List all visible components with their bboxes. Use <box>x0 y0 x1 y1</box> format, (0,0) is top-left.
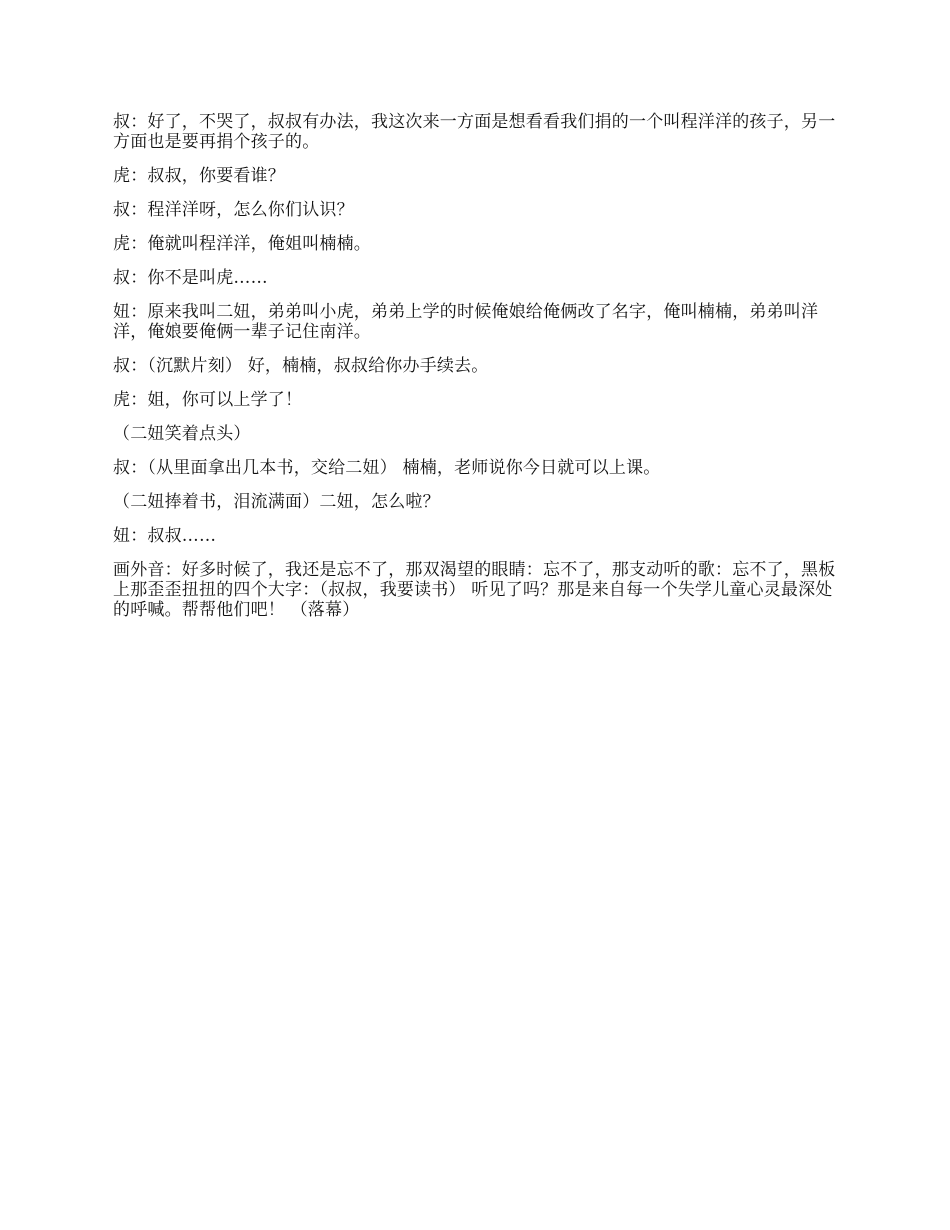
paragraph-1: 叔：好了，不哭了，叔叔有办法，我这次来一方面是想看看我们捐的一个叫程洋洋的孩子，另一方面也是要再捐个孩子的。 <box>113 112 836 152</box>
paragraph-4: 虎：俺就叫程洋洋，俺姐叫楠楠。 <box>113 234 371 254</box>
document-body <box>113 112 843 634</box>
paragraph-5: 叔：你不是叫虎…… <box>113 268 268 288</box>
paragraph-7: 叔：（沉默片刻） 好，楠楠，叔叔给你办手续去。 <box>113 356 489 376</box>
paragraph-8: 虎：姐，你可以上学了！ <box>113 390 303 410</box>
paragraph-6: 妞：原来我叫二妞，弟弟叫小虎，弟弟上学的时候俺娘给俺俩改了名字，俺叫楠楠，弟弟叫洋洋，俺娘要俺俩一辈子记住南洋。 <box>113 302 819 342</box>
paragraph-13: 画外音：好多时候了，我还是忘不了，那双渴望的眼睛：忘不了，那支动听的歌：忘不了，黑板上那歪歪扭扭的四个大字：（叔叔，我要读书） 听见了吗？那是来自每一个失学儿童心灵最深处的呼喊。帮帮他们吧！ （落幕） <box>113 560 836 620</box>
paragraph-9: （二妞笑着点头） <box>113 424 251 444</box>
paragraph-10: 叔：（从里面拿出几本书，交给二妞） 楠楠，老师说你今日就可以上课。 <box>113 458 661 478</box>
paragraph-12: 妞：叔叔…… <box>113 526 217 546</box>
paragraph-2: 虎：叔叔，你要看谁？ <box>113 166 285 186</box>
paragraph-11: （二妞捧着书，泪流满面）二妞，怎么啦？ <box>113 492 440 512</box>
paragraph-3: 叔：程洋洋呀，怎么你们认识？ <box>113 200 354 220</box>
